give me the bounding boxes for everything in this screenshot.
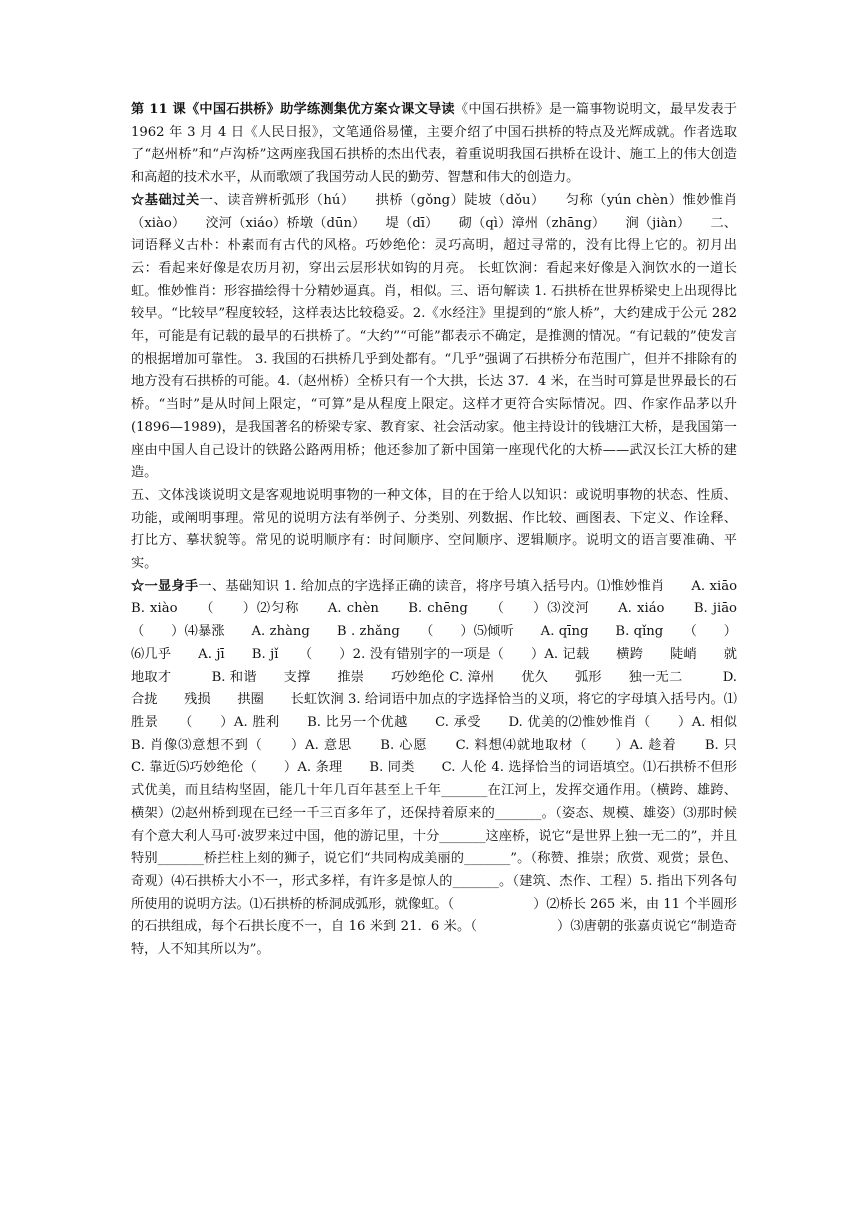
lesson-title: 第 11 课《中国石拱桥》助学练测集优方案☆课文导读 — [131, 102, 455, 117]
basics-text: 一、读音辨析弧形（hú） 拱桥（gǒng）陡坡（dǒu） 匀称（yún chèn）惟妙惟肖（xiào） 洨河（xiáo）桥墩（dūn） 堤（dī） 砌（qì）漳州（zhāng） 涧（jiàn） 二、词语释义古朴：朴素而有古代的风格。巧妙绝伦：灵巧高明，超过寻常的，没有比得上它的。初月出云：看起来好像是农历月初，穿出云层形状如钩的月亮。 长虹饮涧：看起来好像是入涧饮水的一道长虹。惟妙惟肖：形容描绘得十分精妙逼真。肖，相似。三、语句解读 1. 石拱桥在世界桥梁史上出现得比较早。“比较早”程度较轻，这样表达比较稳妥。2.《水经注》里提到的“旅人桥”，大约建成于公元 282 年，可能是有记载的最早的石拱桥了。“大约”“可能”都表示不确定，是推测的情况。“有记载的”使发言的根据增加可靠性。 3. 我国的石拱桥几乎到处都有。“几乎”强调了石拱桥分布范围广，但并不排除有的地方没有石拱桥的可能。4.（赵州桥）全桥只有一个大拱，长达 37．4 米，在当时可算是世界最长的石桥。“当时”是从时间上限定，“可算”是从程度上限定。这样才更符合实际情况。四、作家作品茅以升(1896—1989)，是我国著名的桥梁专家、教育家、社会活动家。他主持设计的钱塘江大桥，是我国第一座由中国人自己设计的铁路公路两用桥；他还参加了新中国第一座现代化的大桥——武汉长江大桥的建造。 — [131, 192, 738, 481]
intro-paragraph — [131, 99, 737, 190]
basics-heading: ☆基础过关 — [131, 192, 200, 208]
genre-text: 五、文体浅谈说明文是客观地说明事物的一种文体，目的在于给人以知识：或说明事物的状态、性质、功能，或阐明事理。常见的说明方法有举例子、分类别、列数据、作比较、画图表、下定义、作诠释、打比方、摹状貌等。常见的说明顺序有：时间顺序、空间顺序、逻辑顺序。说明文的语言要准确、平实。 — [131, 487, 737, 572]
practice-text: 一、基础知识 1. 给加点的字选择正确的读音，将序号填入括号内。⑴惟妙惟肖 A. xiāo B. xiào （ ）⑵匀称 A. chèn B. chēng （ ）⑶洨河 A. xiáo B. jiāo （ ）⑷暴涨 A. zhàng B . zhǎng （ ）⑸倾听 A. qīng B. qǐng （ ）⑹几乎 A. jī B. jǐ （ ）2. 没有错别字的一项是（ ）A. 记载 横跨 陡峭 就地取才 B. 和谐 支撑 推崇 巧妙绝伦 C. 漳州 优久 弧形 独一无二 D. 合拢 残损 拱圈 长虹饮涧 3. 给词语中加点的字选择恰当的义项，将它的字母填入括号内。⑴胜景 （ ）A. 胜利 B. 比另一个优越 C. 承受 D. 优美的⑵惟妙惟肖（ ）A. 相似 B. 肖像⑶意想不到（ ）A. 意思 B. 心愿 C. 料想⑷就地取材（ ）A. 趁着 B. 只 C. 靠近⑸巧妙绝伦（ ）A. 条理 B. 同类 C. 人伦 4. 选择恰当的词语填空。⑴石拱桥不但形式优美，而且结构坚固，能几十年几百年甚至上千年_______在江河上，发挥交通作用。（横跨、雄跨、横架）⑵赵州桥到现在已经一千三百多年了，还保持着原来的_______。（姿态、规模、雄姿）⑶那时候有个意大利人马可·波罗来过中国，他的游记里，十分_______这座桥，说它“是世界上独一无二的”，并且特别_______桥拦柱上刻的狮子，说它们“共同构成美丽的_______”。（称赞、推崇；欣赏、观赏；景色、奇观）⑷石拱桥大小不一，形式多样，有许多是惊人的_______。（建筑、杰作、工程）5. 指出下列各句所使用的说明方法。⑴石拱桥的桥洞成弧形，就像虹。（ ）⑵桥长 265 米，由 11 个半圆形的石拱组成，每个石拱长度不一，自 16 米到 21．6 米。（ ）⑶唐朝的张嘉贞说它“制造奇特，人不知其所以为”。 — [131, 578, 764, 958]
basics-section — [131, 190, 737, 485]
practice-heading: ☆一显身手 — [131, 578, 199, 594]
intro-text: 《中国石拱桥》是一篇事物说明文，最早发表于 1962 年 3 月 4 日《人民日报》，文笔通俗易懂，主要介绍了中国石拱桥的特点及光辉成就。作者选取了“赵州桥”和“卢沟桥”这两座我国石拱桥的杰出代表，着重说明我国石拱桥在设计、施工上的伟大创造和高超的技术水平，从而歌颂了我国劳动人民的勤劳、智慧和伟大的创造力。 — [131, 102, 737, 186]
practice-section — [131, 576, 764, 962]
genre-section — [131, 485, 737, 576]
document-page — [131, 99, 764, 962]
